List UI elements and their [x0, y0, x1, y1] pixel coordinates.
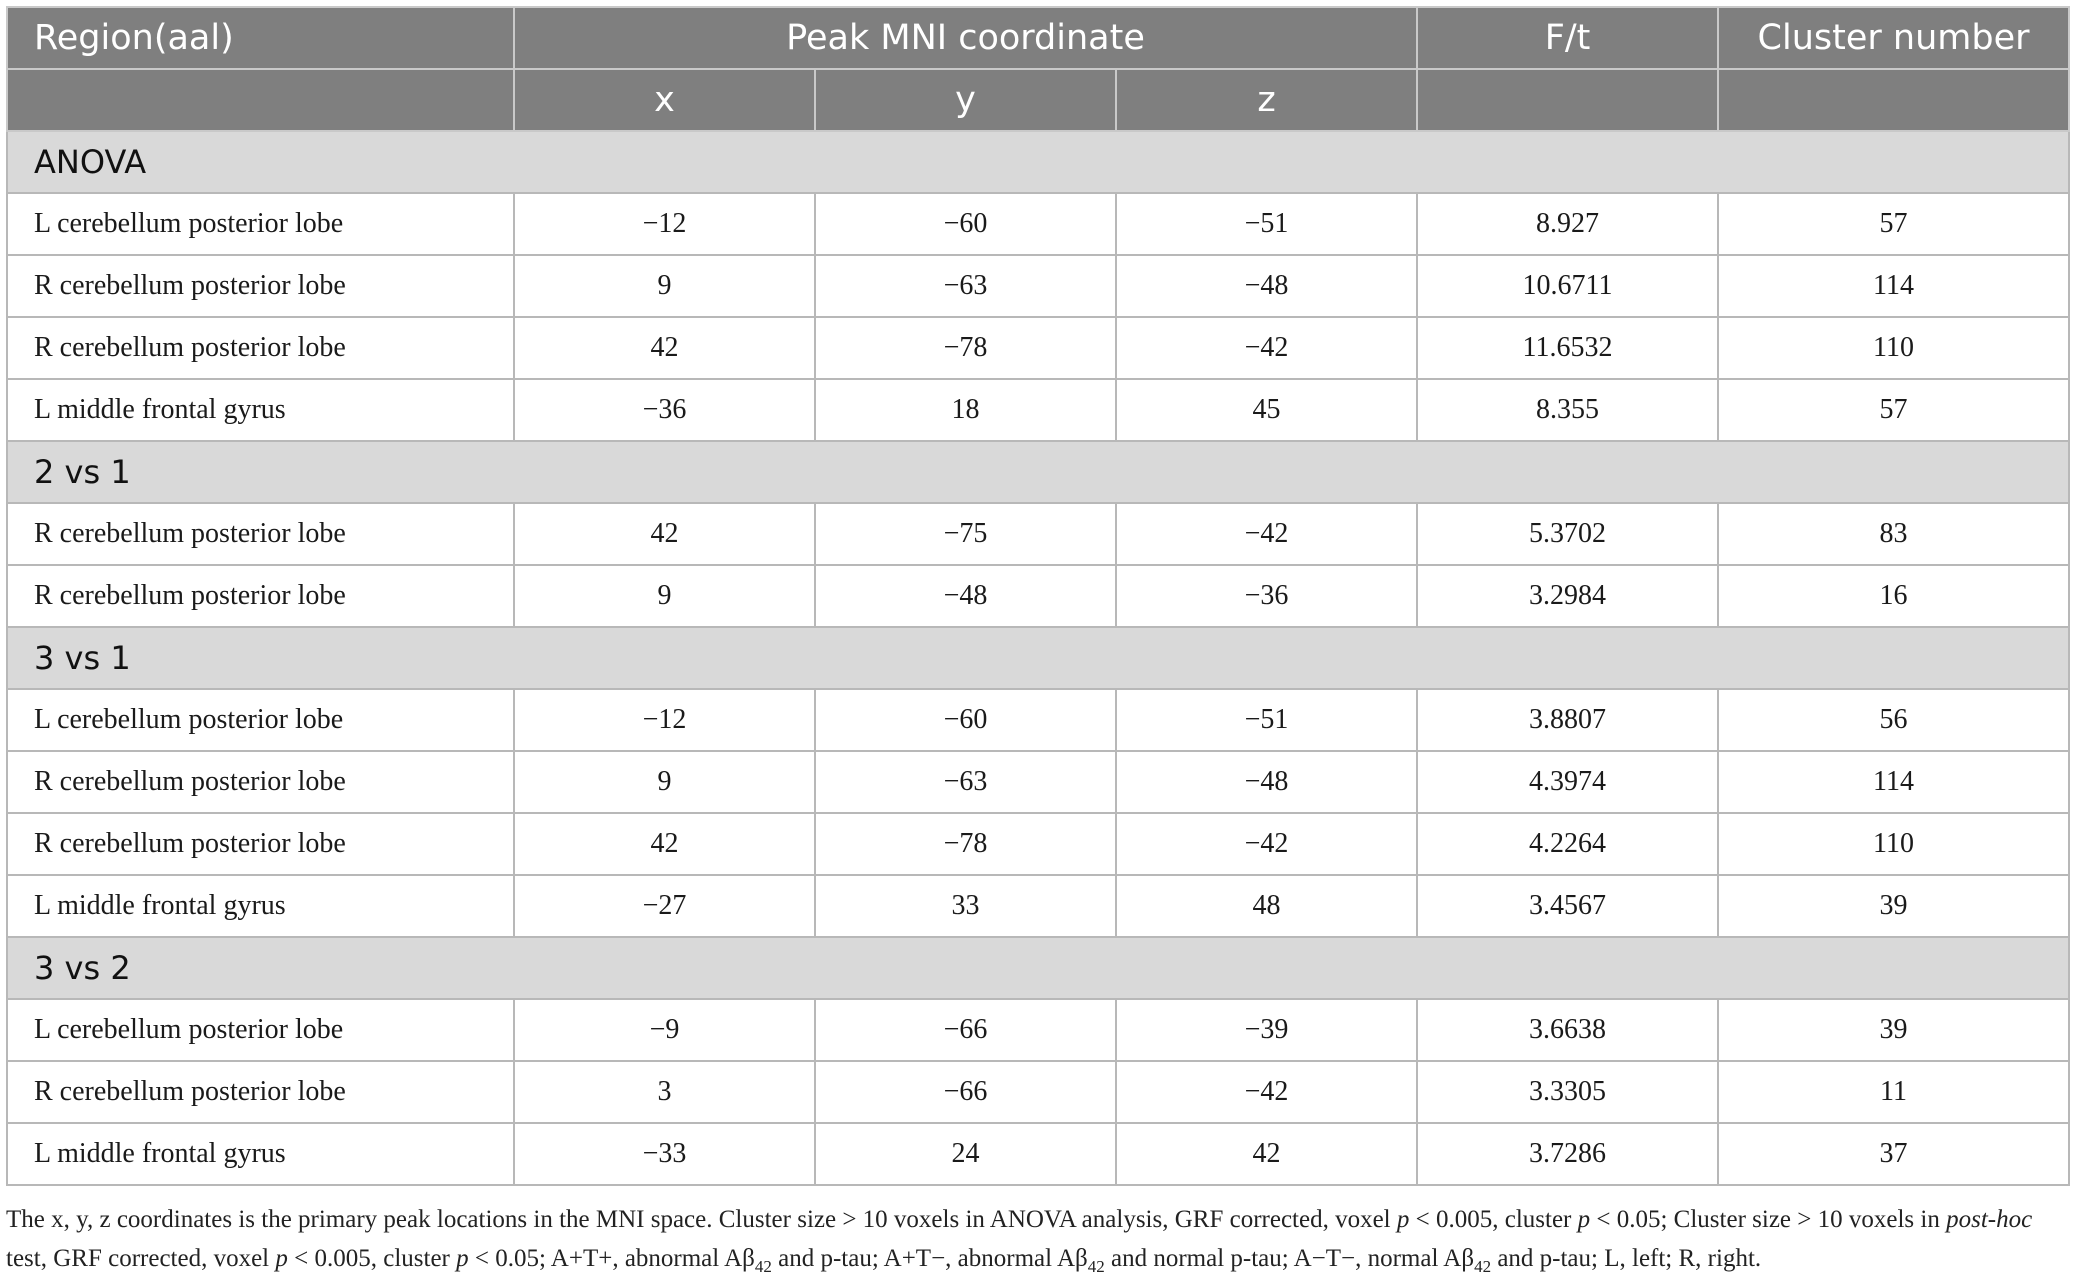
footnote-text: < 0.005, cluster — [287, 1245, 457, 1272]
footnote-text: and normal p-tau; A−T−, normal Aβ — [1104, 1245, 1475, 1272]
cell-cluster-number: 57 — [1718, 193, 2069, 255]
cell-region: R cerebellum posterior lobe — [7, 751, 514, 813]
header-ft-blank — [1417, 69, 1718, 131]
cell-z: −36 — [1116, 565, 1417, 627]
cell-x: −27 — [514, 875, 815, 937]
table-row — [7, 689, 2069, 751]
cell-ft: 4.2264 — [1417, 813, 1718, 875]
table-row — [7, 813, 2069, 875]
footnote-p: p — [1577, 1206, 1591, 1233]
section-label: 3 vs 2 — [7, 937, 2069, 999]
header-z: z — [1116, 69, 1417, 131]
footnote-subscript: 42 — [1087, 1257, 1105, 1276]
cell-x: −33 — [514, 1123, 815, 1185]
section-row — [7, 937, 2069, 999]
footnote-subscript: 42 — [754, 1257, 772, 1276]
cell-cluster-number: 39 — [1718, 875, 2069, 937]
table-row — [7, 1123, 2069, 1185]
table-row — [7, 317, 2069, 379]
table-row — [7, 379, 2069, 441]
footnote-text: < 0.05; Cluster size > 10 voxels in — [1590, 1206, 1947, 1233]
table-header — [7, 7, 2069, 131]
section-label: ANOVA — [7, 131, 2069, 193]
header-x: x — [514, 69, 815, 131]
cell-region: R cerebellum posterior lobe — [7, 255, 514, 317]
cell-region: L middle frontal gyrus — [7, 1123, 514, 1185]
cell-region: R cerebellum posterior lobe — [7, 565, 514, 627]
section-row — [7, 131, 2069, 193]
cell-z: −42 — [1116, 813, 1417, 875]
footnote-text: < 0.005, cluster — [1409, 1206, 1578, 1233]
cell-region: L cerebellum posterior lobe — [7, 193, 514, 255]
header-region-blank — [7, 69, 514, 131]
cell-z: −39 — [1116, 999, 1417, 1061]
cell-ft: 8.355 — [1417, 379, 1718, 441]
cell-cluster-number: 57 — [1718, 379, 2069, 441]
header-peak-mni: Peak MNI coordinate — [514, 7, 1417, 69]
cell-x: −12 — [514, 689, 815, 751]
cell-x: −9 — [514, 999, 815, 1061]
results-table-container — [6, 6, 2068, 1186]
cell-y: −60 — [815, 193, 1116, 255]
cell-y: −78 — [815, 813, 1116, 875]
cell-ft: 5.3702 — [1417, 503, 1718, 565]
cell-z: −42 — [1116, 1061, 1417, 1123]
table-row — [7, 193, 2069, 255]
table-body — [7, 131, 2069, 1185]
footnote-text: test, GRF corrected, voxel — [6, 1245, 276, 1272]
cell-y: 18 — [815, 379, 1116, 441]
cell-region: R cerebellum posterior lobe — [7, 317, 514, 379]
cell-x: 9 — [514, 751, 815, 813]
footnote-text: and p-tau; L, left; R, right. — [1491, 1245, 1762, 1272]
table-row — [7, 875, 2069, 937]
cell-x: 42 — [514, 317, 815, 379]
cell-y: −48 — [815, 565, 1116, 627]
cell-cluster-number: 16 — [1718, 565, 2069, 627]
header-region: Region(aal) — [7, 7, 514, 69]
cell-cluster-number: 37 — [1718, 1123, 2069, 1185]
cell-x: 42 — [514, 813, 815, 875]
cell-y: −66 — [815, 999, 1116, 1061]
cell-region: R cerebellum posterior lobe — [7, 813, 514, 875]
cell-ft: 3.2984 — [1417, 565, 1718, 627]
cell-z: −48 — [1116, 751, 1417, 813]
cell-y: −78 — [815, 317, 1116, 379]
footnote-subscript: 42 — [1474, 1257, 1492, 1276]
cell-region: R cerebellum posterior lobe — [7, 1061, 514, 1123]
table-row — [7, 751, 2069, 813]
cell-ft: 10.6711 — [1417, 255, 1718, 317]
cell-cluster-number: 83 — [1718, 503, 2069, 565]
table-row — [7, 999, 2069, 1061]
cell-y: 33 — [815, 875, 1116, 937]
cell-cluster-number: 56 — [1718, 689, 2069, 751]
cell-y: 24 — [815, 1123, 1116, 1185]
footnote-p: p — [456, 1245, 469, 1272]
cell-z: −42 — [1116, 317, 1417, 379]
footnote-text: The x, y, z coordinates is the primary peak locations in the MNI space. Cluster size > 10 voxels in ANOVA analysis, GRF corrected, voxel — [6, 1206, 1397, 1233]
cell-y: −63 — [815, 255, 1116, 317]
section-row — [7, 627, 2069, 689]
cell-x: 3 — [514, 1061, 815, 1123]
cell-ft: 8.927 — [1417, 193, 1718, 255]
header-row-1 — [7, 7, 2069, 69]
cell-ft: 11.6532 — [1417, 317, 1718, 379]
cell-z: 42 — [1116, 1123, 1417, 1185]
header-row-2 — [7, 69, 2069, 131]
cell-region: L middle frontal gyrus — [7, 875, 514, 937]
cell-ft: 3.3305 — [1417, 1061, 1718, 1123]
table-row — [7, 565, 2069, 627]
cell-x: −12 — [514, 193, 815, 255]
header-cluster-number: Cluster number — [1718, 7, 2069, 69]
header-ft: F/t — [1417, 7, 1718, 69]
cell-z: −42 — [1116, 503, 1417, 565]
cell-region: L cerebellum posterior lobe — [7, 999, 514, 1061]
cell-z: −51 — [1116, 689, 1417, 751]
footnote-text: < 0.05; A+T+, abnormal Aβ — [468, 1245, 755, 1272]
cell-cluster-number: 114 — [1718, 255, 2069, 317]
cell-ft: 3.8807 — [1417, 689, 1718, 751]
cell-x: 9 — [514, 565, 815, 627]
cell-cluster-number: 114 — [1718, 751, 2069, 813]
cell-region: L cerebellum posterior lobe — [7, 689, 514, 751]
table-row — [7, 255, 2069, 317]
cell-y: −63 — [815, 751, 1116, 813]
section-label: 3 vs 1 — [7, 627, 2069, 689]
section-row — [7, 441, 2069, 503]
cell-z: −51 — [1116, 193, 1417, 255]
cell-cluster-number: 110 — [1718, 317, 2069, 379]
cell-y: −75 — [815, 503, 1116, 565]
cell-region: L middle frontal gyrus — [7, 379, 514, 441]
table-row — [7, 503, 2069, 565]
cell-cluster-number: 39 — [1718, 999, 2069, 1061]
cell-z: −48 — [1116, 255, 1417, 317]
cell-ft: 3.7286 — [1417, 1123, 1718, 1185]
footnote-posthoc: post-hoc — [1946, 1206, 2033, 1233]
cell-ft: 3.6638 — [1417, 999, 1718, 1061]
cell-z: 45 — [1116, 379, 1417, 441]
cell-ft: 3.4567 — [1417, 875, 1718, 937]
section-label: 2 vs 1 — [7, 441, 2069, 503]
cell-x: 42 — [514, 503, 815, 565]
cell-cluster-number: 110 — [1718, 813, 2069, 875]
cell-z: 48 — [1116, 875, 1417, 937]
table-row — [7, 1061, 2069, 1123]
table-footnote — [6, 1200, 2068, 1278]
cell-x: 9 — [514, 255, 815, 317]
cell-region: R cerebellum posterior lobe — [7, 503, 514, 565]
cell-cluster-number: 11 — [1718, 1061, 2069, 1123]
header-y: y — [815, 69, 1116, 131]
cell-x: −36 — [514, 379, 815, 441]
cell-ft: 4.3974 — [1417, 751, 1718, 813]
footnote-p: p — [1396, 1206, 1410, 1233]
cell-y: −60 — [815, 689, 1116, 751]
footnote-p: p — [275, 1245, 288, 1272]
cell-y: −66 — [815, 1061, 1116, 1123]
header-cluster-blank — [1718, 69, 2069, 131]
mni-results-table — [6, 6, 2070, 1186]
footnote-text: and p-tau; A+T−, abnormal Aβ — [771, 1245, 1088, 1272]
